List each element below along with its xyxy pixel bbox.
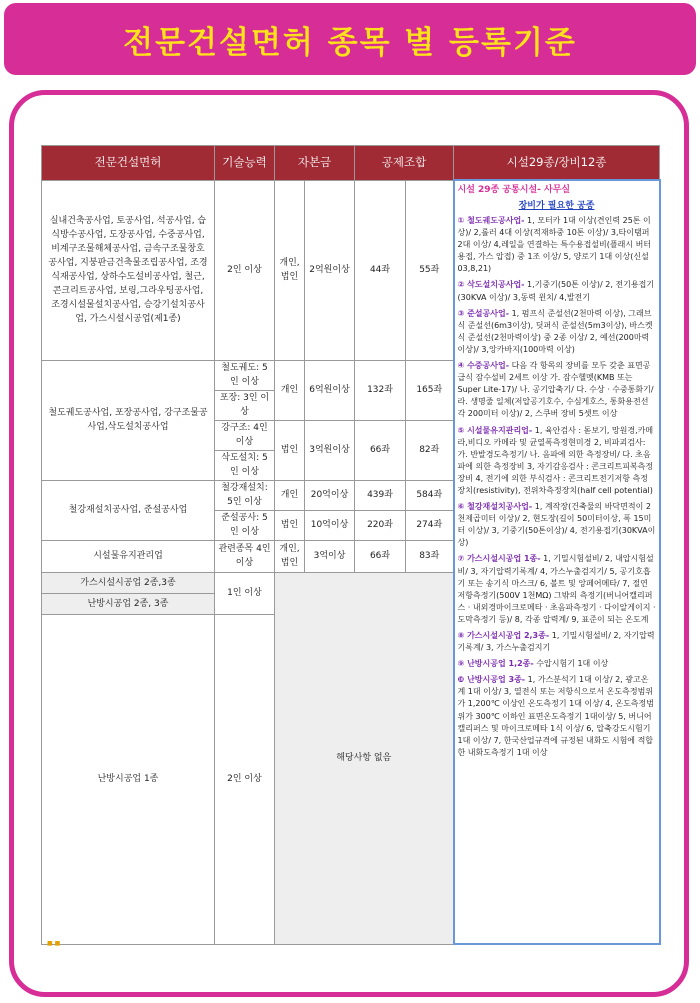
facility-item-body: 1, 모터카 1대 이상(견인력 25톤 이상)/ 2,롤러 4대 이상(적재하중 10톤 이상)/ 3,타이탬퍼 2대 이상/ 4,레일을 연결하는 특수용접설비(플래시 버터 용접, 가스 압접) 중 1조 이상/ 5, 양로기 1대 이상(신설 03,8,21) xyxy=(457,216,652,274)
license-cell: 난방시공업 2종, 3종 xyxy=(42,593,215,614)
header-tech: 기술능력 xyxy=(215,146,275,181)
entity-cell: 개인 xyxy=(275,480,305,510)
facility-item-heading: ② 삭도설치공사업- xyxy=(457,280,525,290)
entity-cell: 법인 xyxy=(275,420,305,480)
facility-item xyxy=(458,425,656,498)
entity-cell: 개인, 법인 xyxy=(275,540,305,572)
pb-cell: 584좌 xyxy=(406,480,454,510)
capital-cell: 10억이상 xyxy=(305,510,355,540)
tech-cell: 1인 이상 xyxy=(215,572,275,614)
pa-cell: 66좌 xyxy=(355,540,406,572)
facility-item-body: 다음 각 항목의 장비를 모두 갖춘 표면공급식 잠수설비 2세트 이상 가. 잠수헬멧(KMB 또는 Super Lite-17)/ 나. 공기압축기/ 다. 수상 · 수중통화기/ 라. 생명줄 일체(저압공기호수, 수심게호스, 통화용전선 각 200미터 이상)/ 2, 스쿠버 장비 5셋트 이상 xyxy=(457,361,654,419)
capital-cell: 6억원이상 xyxy=(305,360,355,420)
facility-item-heading: ❿ 난방시공업 3종- xyxy=(457,675,526,685)
license-cell: 가스시설시공업 2종,3종 xyxy=(42,572,215,593)
tech-cell: 강구조: 4인 이상 xyxy=(215,420,275,450)
tech-cell: 2인 이상 xyxy=(215,614,275,944)
facility-item xyxy=(458,658,656,670)
facility-item-body: 1, 펌프식 준설선(2천마력 이상), 그래브식 준설선(6m3이상), 딧퍼식 준설선(5m3이상), 바스켓식 준설선(2천마력이상) 중 2종 이상/ 2, 예선(200마력 이상)/ 3,앙카바지(100마력 이상) xyxy=(457,308,653,354)
facility-item-body: 1, 계작장(건축물의 바닥면적이 2천제곱미터 이상)/ 2, 현도장(길이 50미터이상, 폭 15미터 이상)/ 3, 기중기(50톤이상)/ 4, 전기용접기(30KVA이상) xyxy=(457,502,656,548)
tech-cell: 2인 이상 xyxy=(215,180,275,360)
facility-item-heading: ③ 준설공사업- xyxy=(457,308,510,318)
tech-cell: 철강재설치: 5인 이상 xyxy=(215,480,275,510)
facility-item-heading: ⑤ 시설물유지관리업- xyxy=(457,425,533,435)
facility-item-body: 1, 가스분석기 1대 이상/ 2, 광고온계 1대 이상/ 3, 열전식 또는 저항식으로서 온도측정범위가 1,200℃ 이상인 온도측정기 1대 이상/ 4, 온도측정범위가 300℃ 이하인 표면온도측정기 1대이상/ 5, 버니어캘리퍼스 및 마이크로메타 1식 이상/ 6, 압축강도시험기 1대 이상/ 7, 한국산업규격에 규정된 내화도 시험에 적합한 내화도측정기 1대 이상 xyxy=(457,675,654,757)
pa-cell: 220좌 xyxy=(355,510,406,540)
facility-item-heading: ⑧ 가스시설시공업 2,3종- xyxy=(457,631,550,640)
facility-item-body: 1,기중기(50톤 이상)/ 2, 전기용접기(30KVA 이상)/ 3,동력 윈치/ 4,발전기 xyxy=(457,280,655,302)
facility-title: 시설 29종 공통시설- 사무실 xyxy=(457,185,571,195)
facility-item xyxy=(458,308,656,356)
facility-item xyxy=(458,553,656,626)
facility-list xyxy=(458,215,656,759)
header-row xyxy=(42,146,660,181)
facility-item-body: 1, 육안검사 : 돋보기, 망원경,카메라,비디오 카메라 및 균열폭측정현미경 2, 비파괴검사: 가. 반발경도측정기/ 나. 음파에 의한 측정장비/ 다. 초음파에 의한 측정장비 3, 자기감응검사 : 콘크리트피복측정장비 4, 전기에 의한 부식검사 : 콘크리트전기저항 측정장치(resistivity), 전위차측정장치(half cell potential) xyxy=(457,425,654,495)
capital-cell: 3억이상 xyxy=(305,540,355,572)
facility-item-heading: ① 철도궤도공사업- xyxy=(457,216,525,225)
facility-item-heading: ④ 수중공사업- xyxy=(457,361,510,371)
pb-cell: 83좌 xyxy=(406,540,454,572)
title-banner xyxy=(4,3,696,75)
pa-cell: 132좌 xyxy=(355,360,406,420)
not-applicable-cell: 해당사항 없음 xyxy=(275,572,454,944)
header-facility: 시설29종/장비12종 xyxy=(454,146,660,181)
facility-item xyxy=(458,630,656,654)
license-cell: 실내건축공사업, 토공사업, 석공사업, 습식방수공사업, 도장공사업, 수중공사업, 비계구조물해체공사업, 금속구조물창호공사업, 지붕판금건축물조립공사업, 조경식재공사업, 상하수도설비공사업, 철근,콘크리트공사업, 보링,그라우팅공사업, 조경시설물설치공사업, 승강기설치공사업, 가스시설시공업(제1종) xyxy=(42,180,215,360)
facility-item xyxy=(458,215,656,275)
capital-cell: 2억원이상 xyxy=(305,180,355,360)
header-mutual-aid: 공제조합 xyxy=(355,146,454,181)
page-title: 전문건설면허 종목 별 등록기준 xyxy=(123,24,577,61)
facility-item xyxy=(458,360,656,420)
pb-cell: 55좌 xyxy=(406,180,454,360)
facility-item-body: 수압시험기 1대 이상 xyxy=(533,659,609,669)
capital-cell: 20억이상 xyxy=(305,480,355,510)
header-license: 전문건설면허 xyxy=(42,146,215,181)
pa-cell: 439좌 xyxy=(355,480,406,510)
tech-cell: 준설공사: 5인 이상 xyxy=(215,510,275,540)
facility-item-heading: ⑥ 철강재설치공사업- xyxy=(457,502,533,512)
pa-cell: 44좌 xyxy=(355,180,406,360)
license-cell: 철도궤도공사업, 포장공사업, 강구조물공사업,삭도설치공사업 xyxy=(42,360,215,480)
facility-cell xyxy=(454,180,660,944)
facility-item-body: 1, 기밀시험설비/ 2, 내압시험설비/ 3, 자기압력기록계/ 4, 가스누출검지기/ 5, 공기호흡기 또는 송기식 마스크/ 6, 볼트 및 앙페어메타/ 7, 절연저항측정기(500V 1천MΩ) 그밖의 측정기(버니어캘리퍼스 · 내외경마이크로메타 · 초음파측정기 · 다이알게이지 · 도막측정기 등)/ 8, 각종 압력계/ 9, 표준이 되는 온도계 xyxy=(457,554,656,624)
registration-table xyxy=(41,145,659,951)
header-capital: 자본금 xyxy=(275,146,355,181)
tech-cell: 철도궤도: 5인 이상 xyxy=(215,360,275,390)
entity-cell: 개인, 법인 xyxy=(275,180,305,360)
tech-cell: 삭도설치: 5인 이상 xyxy=(215,450,275,480)
table-row xyxy=(42,180,660,360)
pa-cell: 66좌 xyxy=(355,420,406,480)
facility-subtitle: 장비가 필요한 공종 xyxy=(518,201,595,211)
tech-cell: 관련종목 4인 이상 xyxy=(215,540,275,572)
facility-item xyxy=(458,501,656,549)
facility-item-heading: ⑦ 가스시설시공업 1종- xyxy=(457,554,541,564)
capital-cell: 3억원이상 xyxy=(305,420,355,480)
license-cell: 난방시공업 1종 xyxy=(42,614,215,944)
facility-item xyxy=(458,674,656,759)
facility-item-heading: ⑨ 난방시공업 1,2종- xyxy=(457,659,534,669)
facility-item-body: 1, 기밀시험설비/ 2, 자기압력기록계/ 3, 가스누출검지기 xyxy=(457,631,655,653)
pb-cell: 165좌 xyxy=(406,360,454,420)
corner-marker: ■ ■ xyxy=(47,940,61,947)
license-cell: 시설물유지관리업 xyxy=(42,540,215,572)
license-cell: 철강재설치공사업, 준설공사업 xyxy=(42,480,215,540)
entity-cell: 법인 xyxy=(275,510,305,540)
pb-cell: 274좌 xyxy=(406,510,454,540)
tech-cell: 포장: 3인 이상 xyxy=(215,390,275,420)
entity-cell: 개인 xyxy=(275,360,305,420)
facility-item xyxy=(458,279,656,303)
pb-cell: 82좌 xyxy=(406,420,454,480)
